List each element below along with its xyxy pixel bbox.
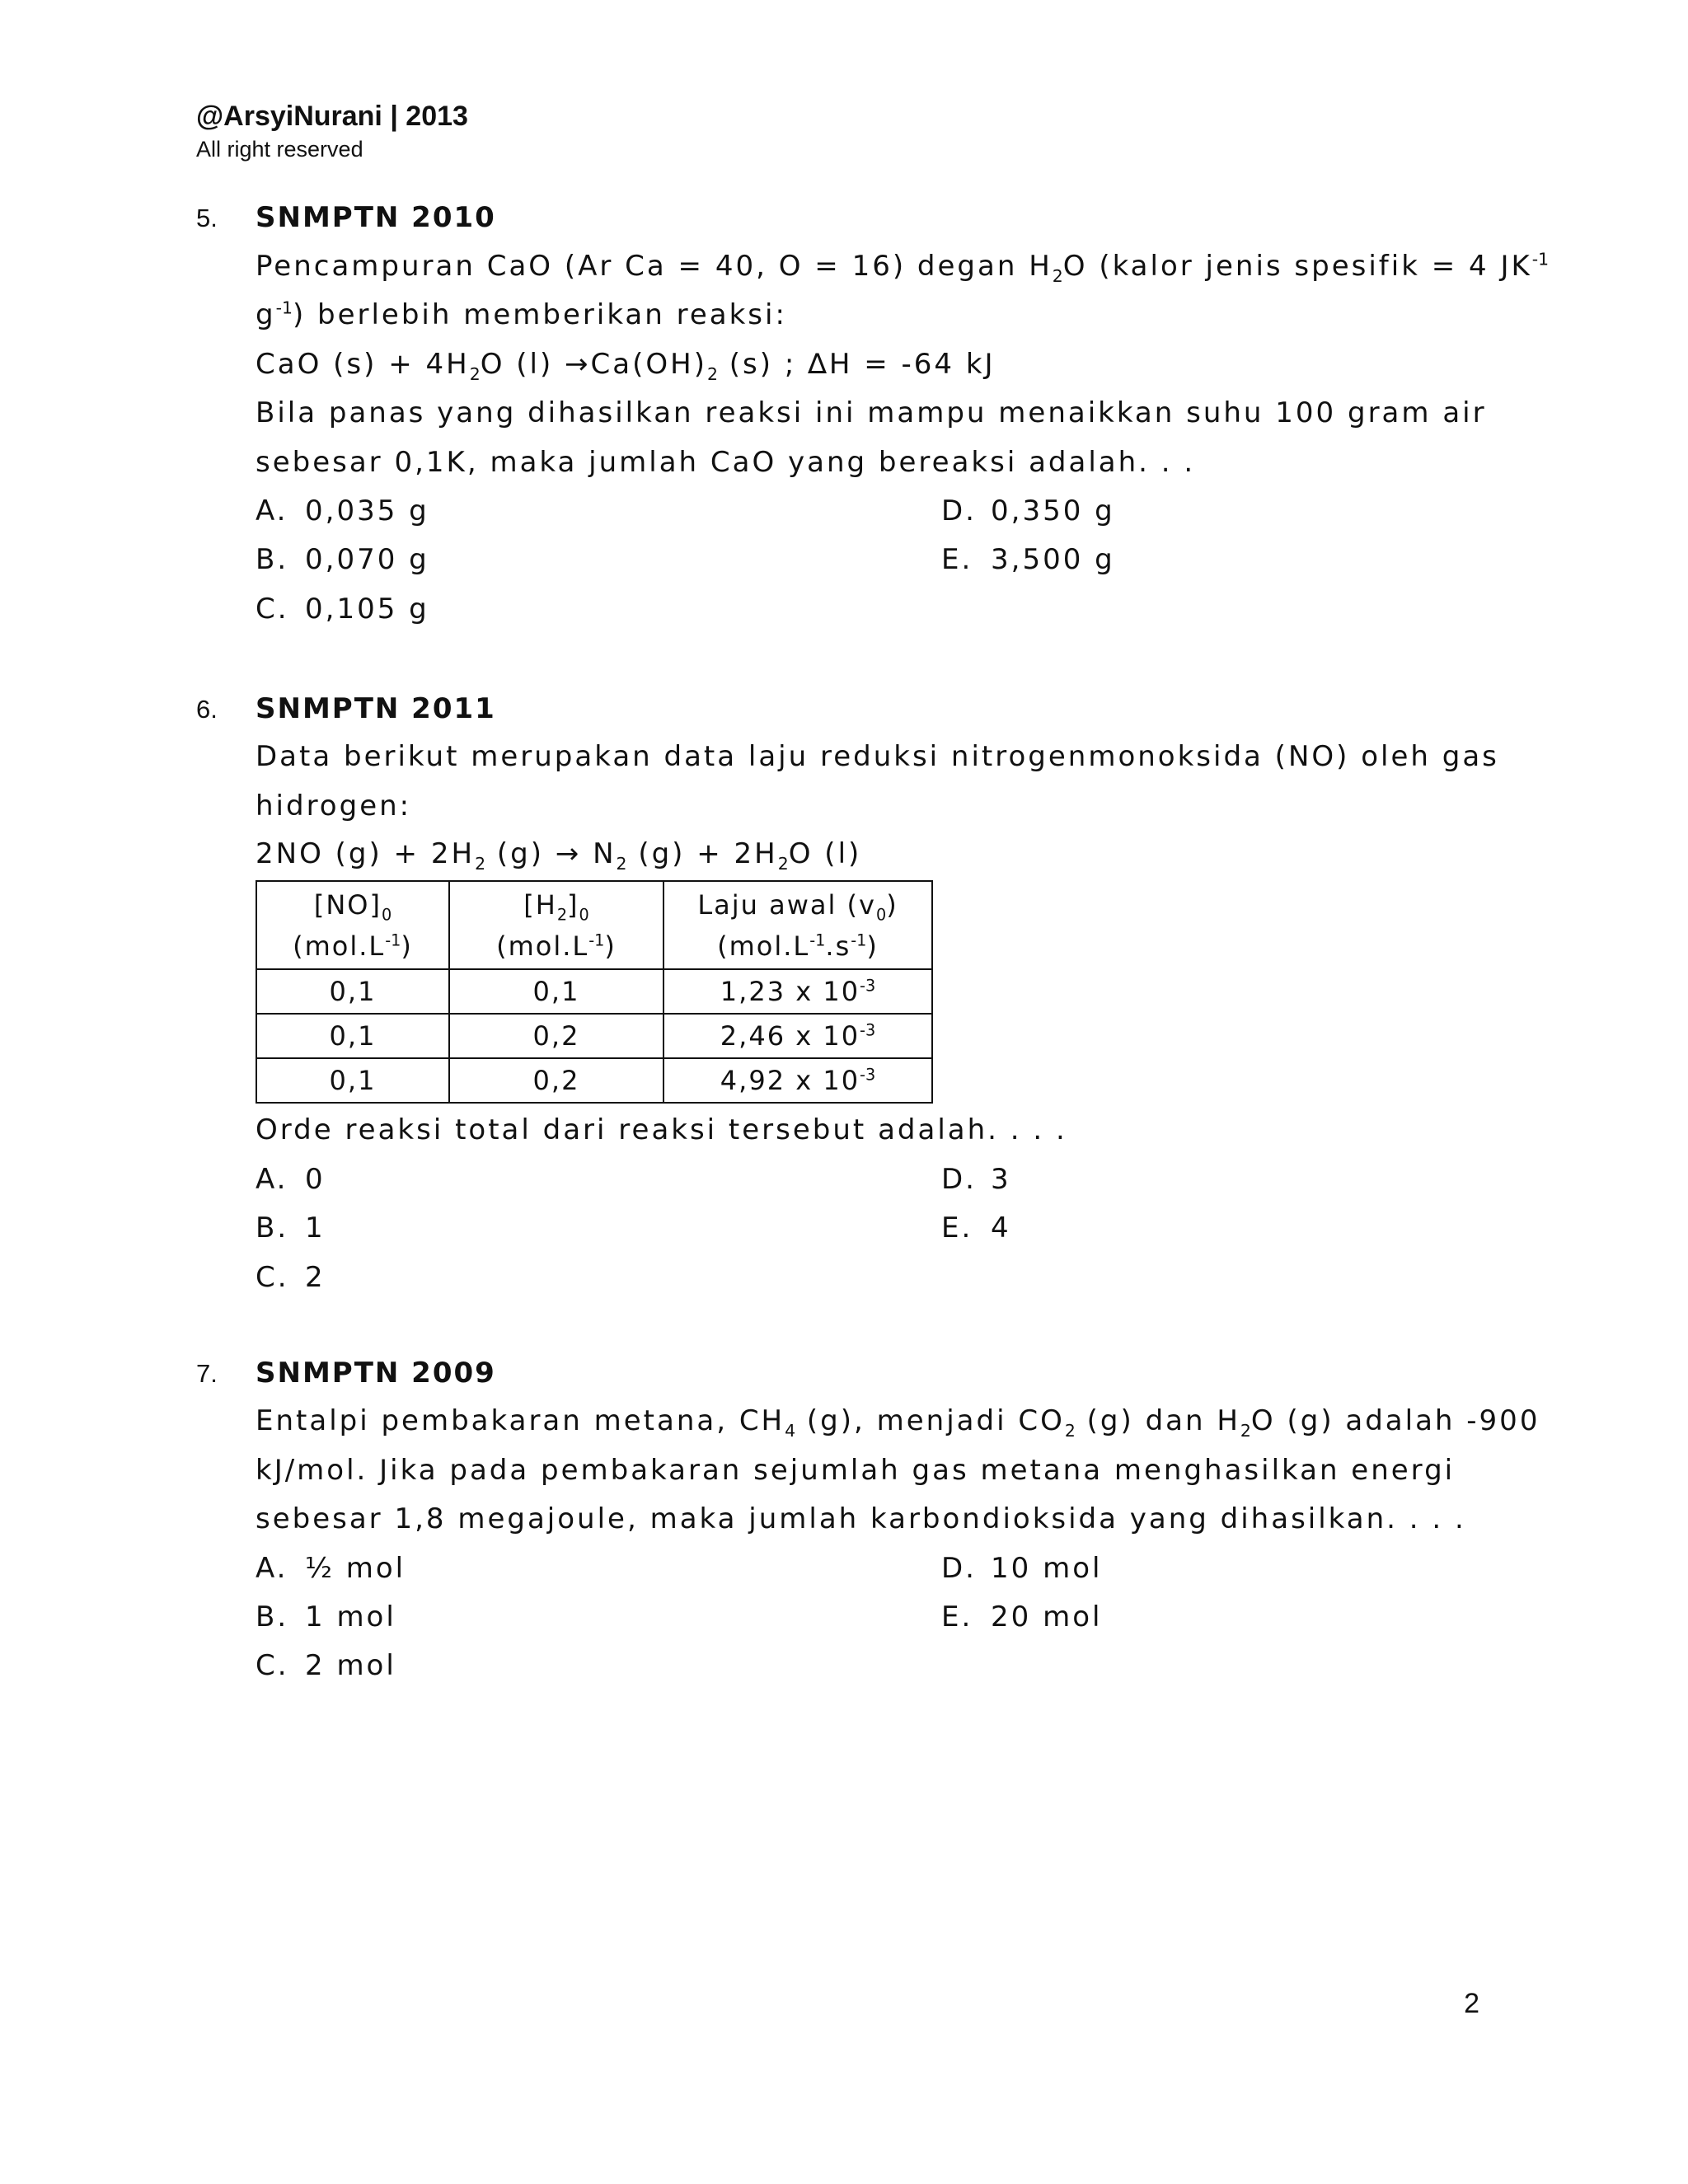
question-text-line: Data berikut merupakan data laju reduksi nitrogenmonoksida (NO) oleh gas [256,740,1499,773]
question-title: SNMPTN 2010 [256,201,496,234]
question-number: 6. [196,695,218,724]
question-text-line: Pencampuran CaO (Ar Ca = 40, O = 16) degan $H_2O$ (kalor jenis spesifik = 4 $JK^{-1}$ [256,249,1550,286]
cell-no: 0,1 [256,1014,449,1058]
question-text-line: kJ/mol. Jika pada pembakaran sejumlah gas metana menghasilkan energi [256,1454,1456,1487]
column-header-h2: $[H_2]_0$ $(mol.L^{-1})$ [449,881,663,969]
cell-rate: 1,23 x $10^{-3}$ [663,969,932,1014]
option-e: E. 3,500 g [941,543,1115,576]
rate-data-table [256,880,933,1104]
option-a: A. 0 [256,1163,326,1196]
option-d: D. 0,350 g [941,494,1115,527]
table-row [256,1058,932,1103]
option-b: B. 1 mol [256,1601,396,1633]
table-header-row [256,881,932,969]
question-text-line: hidrogen: [256,790,412,823]
option-d: D. 3 [941,1163,1011,1196]
option-c: C. 0,105 g [256,593,429,626]
arrow-icon: → [555,837,582,870]
question-title: SNMPTN 2011 [256,692,496,725]
page-number: 2 [1464,1988,1479,2019]
cell-no: 0,1 [256,1058,449,1103]
option-e: E. 20 mol [941,1601,1103,1633]
cell-rate: 2,46 x $10^{-3}$ [663,1014,932,1058]
question-text-line: sebesar 0,1K, maka jumlah CaO yang bereaksi adalah. . . [256,446,1196,479]
question-text-line: $g^{-1}$) berlebih memberikan reaksi: [256,298,787,331]
cell-h2: 0,2 [449,1058,663,1103]
option-e: E. 4 [941,1212,1011,1244]
reaction-equation: 2NO $(g) + 2H_2$ $(g) \to N_2$ $(g) + 2H_2O$ (l) [256,837,862,874]
column-header-rate: Laju awal $(v_0)$ $(mol.L^{-1}.s^{-1})$ [663,881,932,969]
option-c: C. 2 mol [256,1649,396,1682]
reaction-equation: CaO $(s) + 4H_2O$ $(l) \to Ca(OH)_2$ (s) ; ∆H = -64 kJ [256,348,996,384]
cell-no: 0,1 [256,969,449,1014]
cell-h2: 0,2 [449,1014,663,1058]
table-row [256,969,932,1014]
question-title: SNMPTN 2009 [256,1357,496,1390]
option-c: C. 2 [256,1261,326,1294]
arrow-icon: → [565,348,591,381]
header-subtitle: All right reserved [196,137,363,162]
question-text-line: sebesar 1,8 megajoule, maka jumlah karbondioksida yang dihasilkan. . . . [256,1502,1466,1535]
question-number: 7. [196,1359,218,1388]
option-b: B. 1 [256,1212,326,1244]
question-number: 5. [196,204,218,232]
option-b: B. 0,070 g [256,543,429,576]
column-header-no: $[NO]_0$ $(mol.L^{-1})$ [256,881,449,969]
option-d: D. 10 mol [941,1552,1103,1585]
question-text-line: Orde reaksi total dari reaksi tersebut adalah. . . . [256,1113,1067,1146]
question-text-line: Bila panas yang dihasilkan reaksi ini mampu menaikkan suhu 100 gram air [256,396,1487,429]
cell-h2: 0,1 [449,969,663,1014]
table-row [256,1014,932,1058]
cell-rate: 4,92 x $10^{-3}$ [663,1058,932,1103]
option-a: A. 0,035 g [256,494,429,527]
option-a: A. ½ mol [256,1552,406,1585]
header-title: @ArsyiNurani | 2013 [196,101,468,132]
question-text-line: Entalpi pembakaran metana, $CH_4$ (g), menjadi $CO_2$ (g) dan $H_2O$ (g) adalah -900 [256,1404,1540,1441]
